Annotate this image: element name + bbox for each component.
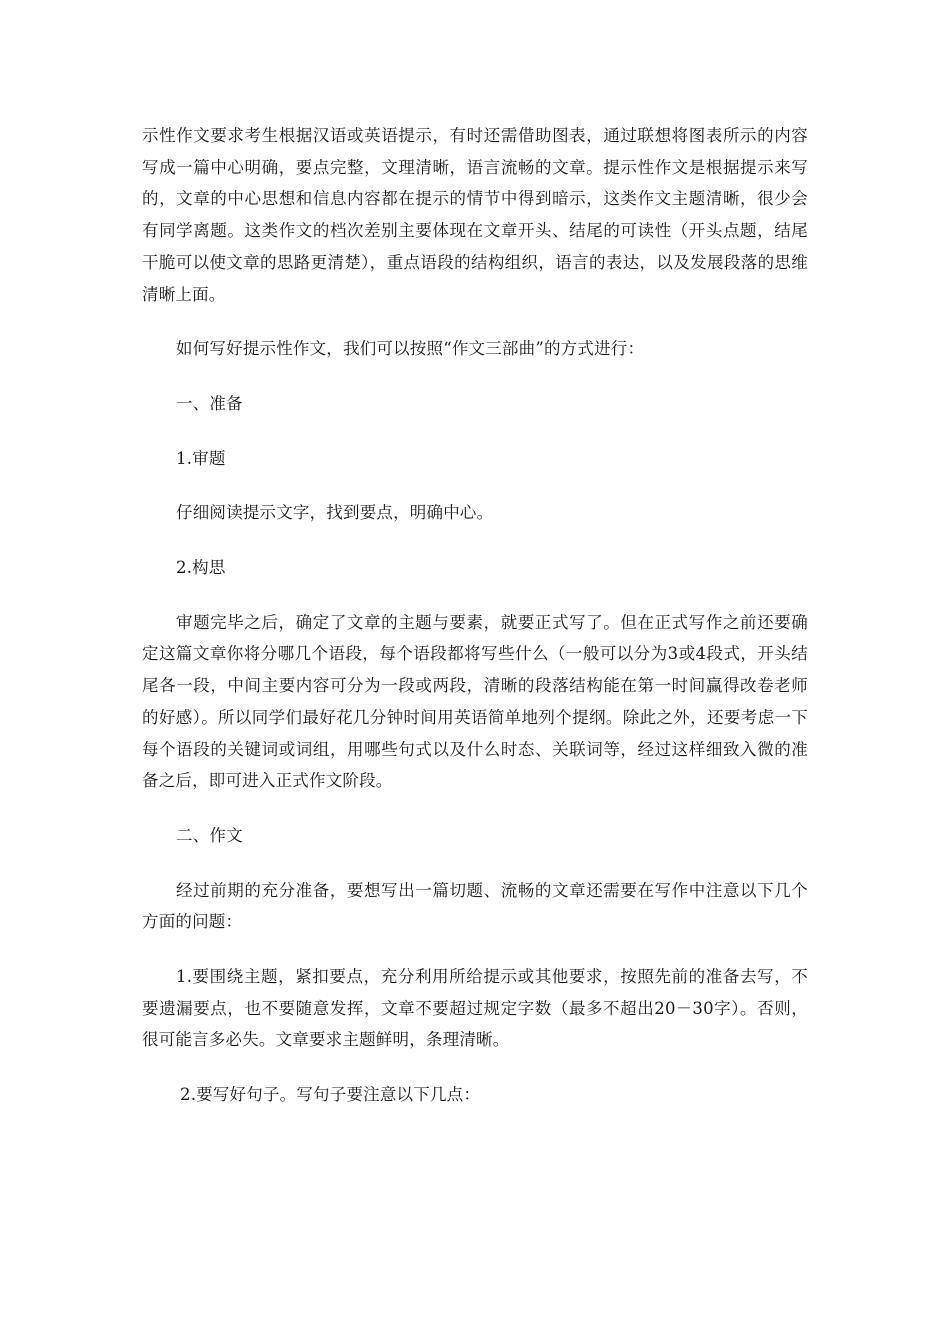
paragraph-write: 经过前期的充分准备，要想写出一篇切题、流畅的文章还需要在写作中注意以下几个方面的问题： [142,880,808,932]
section-heading-write: 二、作文 [176,825,243,845]
subsection-heading-examine: 1.审题 [176,448,226,468]
paragraph-examine: 仔细阅读提示文字，找到要点，明确中心。 [176,503,494,523]
paragraph-howto: 如何写好提示性作文，我们可以按照“作文三部曲”的方式进行： [176,339,645,359]
subsection-heading-conceive: 2.构思 [176,558,226,578]
document-page [142,120,808,1111]
paragraph-point-1: 1.要围绕主题，紧扣要点，充分利用所给提示或其他要求，按照先前的准备去写，不要遗漏要点，也不要随意发挥，文章不要超过规定字数（最多不超出20－30字）。否则，很可能言多必失。文章要求主题鲜明，条理清晰。 [142,967,808,1050]
paragraph-point-2: 2.要写好句子。写句子要注意以下几点： [180,1085,481,1105]
section-heading-prepare: 一、准备 [176,393,243,413]
paragraph-conceive: 审题完毕之后，确定了文章的主题与要素，就要正式写了。但在正式写作之前还要确定这篇文章你将分哪几个语段，每个语段都将写些什么（一般可以分为3或4段式，开头结尾各一段，中间主要内容可分为一段或两段，清晰的段落结构能在第一时间赢得改卷老师的好感）。所以同学们最好花几分钟时间用英语简单地列个提纲。除此之外，还要考虑一下每个语段的关键词或词组，用哪些句式以及什么时态、关联词等，经过这样细致入微的准备之后，即可进入正式作文阶段。 [142,612,808,791]
paragraph-intro: 示性作文要求考生根据汉语或英语提示，有时还需借助图表，通过联想将图表所示的内容写成一篇中心明确，要点完整，文理清晰，语言流畅的文章。提示性作文是根据提示来写的，文章的中心思想和信息内容都在提示的情节中得到暗示，这类作文主题清晰，很少会有同学离题。这类作文的档次差别主要体现在文章开头、结尾的可读性（开头点题，结尾干脆可以使文章的思路更清楚），重点语段的结构组织，语言的表达，以及发展段落的思维清晰上面。 [142,126,808,304]
